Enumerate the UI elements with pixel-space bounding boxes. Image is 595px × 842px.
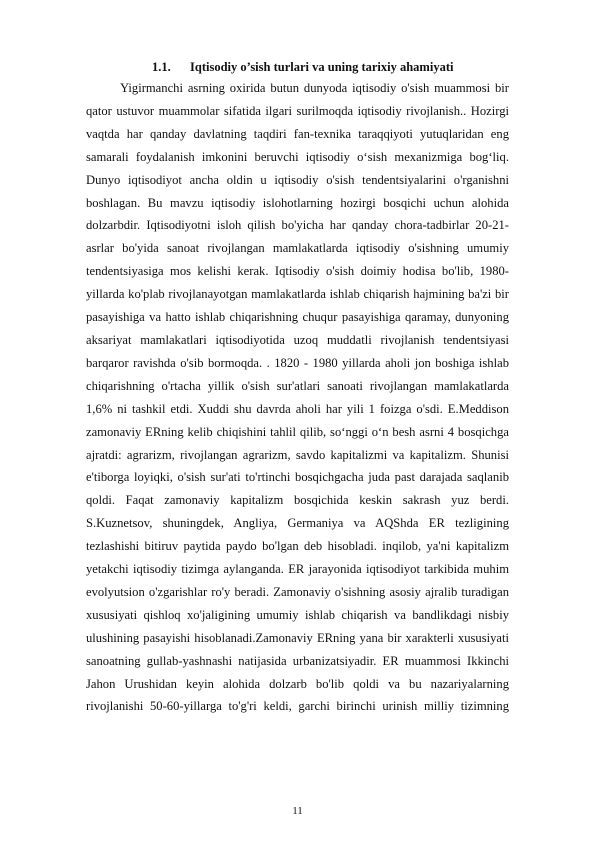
text-line: e'tiborga loyiqki, o'sish sur'ati to'rtinchi bosqichgacha juda past darajada saqlanib — [86, 470, 509, 485]
text-line: qator ustuvor muammolar sifatida ilgari surilmoqda iqtisodiy rivojlanish.. Hozirgi — [86, 103, 509, 118]
text-line: tendentsiyasiga mos kelishi kerak. Iqtisodiy o'sish doimiy hodisa bo'lib, 1980- — [86, 264, 509, 279]
text-line: S.Kuznetsov, shuningdek, Angliya, Germaniya va AQShda ER tezligining — [86, 516, 509, 531]
text-line: Yigirmanchi asrning oxirida butun dunyoda iqtisodiy o'sish muammosi bir — [120, 81, 509, 95]
text-line: yillarda ko'plab rivojlanayotgan mamlakatlarda ishlab chiqarish hajmining ba'zi bir — [86, 287, 509, 302]
text-line: sanoatning gullab-yashnashi natijasida urbanizatsiyadir. ER muammosi Ikkinchi — [86, 653, 509, 668]
text-line: xususiyati qishloq xo'jaligining umumiy ishlab chiqarish va bandlikdagi nisbiy — [86, 607, 509, 622]
text-line: samarali foydalanish imkonini beruvchi iqtisodiy o‘sish mexanizmiga bog‘liq. — [86, 149, 509, 164]
section-number: 1.1. — [152, 60, 171, 74]
text-line: vaqtda har qanday davlatning taqdiri fan-texnika taraqqiyoti yutuqlaridan eng — [86, 126, 509, 141]
page-number: 11 — [292, 805, 303, 817]
text-line: tezlashishi bitiruv paytida paydo bo'lgan deb hisobladi. inqilob, ya'ni kapitalizm — [86, 539, 509, 554]
text-line: aksariyat mamlakatlari iqtisodiyotida uzoq muddatli rivojlanish tendentsiyasi — [86, 332, 509, 347]
body-paragraph — [86, 77, 509, 718]
text-line: pasayishiga va hatto ishlab chiqarishning chuqur pasayishiga qaramay, dunyoning — [86, 310, 509, 325]
text-line: ulushining pasayishi hisoblanadi.Zamonaviy ERning yana bir xarakterli xususiyati — [86, 630, 509, 645]
text-line: chiqarishning o'rtacha yillik o'sish sur'atlari sanoati rivojlangan mamlakatlarda — [86, 378, 509, 393]
text-line: qoldi. Faqat zamonaviy kapitalizm bosqichida keskin sakrash yuz berdi. — [86, 493, 509, 508]
text-line: ajratdi: agrarizm, rivojlangan agrarizm, savdo kapitalizmi va kapitalizm. Shunisi — [86, 447, 509, 462]
text-line: Jahon Urushidan keyin alohida dolzarb bo'lib qoldi va bu nazariyalarning — [86, 676, 509, 691]
text-line: boshlagan. Bu mavzu iqtisodiy islohotlarning hozirgi bosqichi uchun alohida — [86, 195, 509, 210]
text-line: asrlar bo'yida sanoat rivojlangan mamlakatlarda iqtisodiy o'sishning umumiy — [86, 241, 509, 256]
text-line: evolyutsion o'zgarishlar ro'y beradi. Zamonaviy o'sishning asosiy ajralib turadigan — [86, 584, 509, 599]
text-line: yetakchi iqtisodiy tizimga aylanganda. ER jarayonida iqtisodiyot tarkibida muhim — [86, 562, 509, 577]
text-line: barqaror ravishda o'sib bormoqda. . 1820 - 1980 yillarda aholi jon boshiga ishlab — [86, 355, 509, 370]
section-heading — [152, 60, 453, 75]
text-line: Dunyo iqtisodiyot ancha oldin u iqtisodiy o'sish tendentsiyalarini o'rganishni — [86, 172, 509, 187]
text-line: rivojlanishi 50-60-yillarga to'g'ri keldi, garchi birinchi urinish milliy tizimning — [86, 699, 509, 714]
text-line: dolzarbdir. Iqtisodiyotni isloh qilish bo'yicha har qanday chora-tadbirlar 20-21- — [86, 218, 509, 233]
text-line: zamonaviy ERning kelib chiqishini tahlil qilib, so‘nggi o‘n besh asrni 4 bosqichga — [86, 424, 509, 439]
text-line: 1,6% ni tashkil etdi. Xuddi shu davrda aholi har yili 1 foizga o'sdi. E.Meddison — [86, 401, 509, 416]
section-title: Iqtisodiy o’sish turlari va uning tarixiy ahamiyati — [190, 60, 454, 74]
